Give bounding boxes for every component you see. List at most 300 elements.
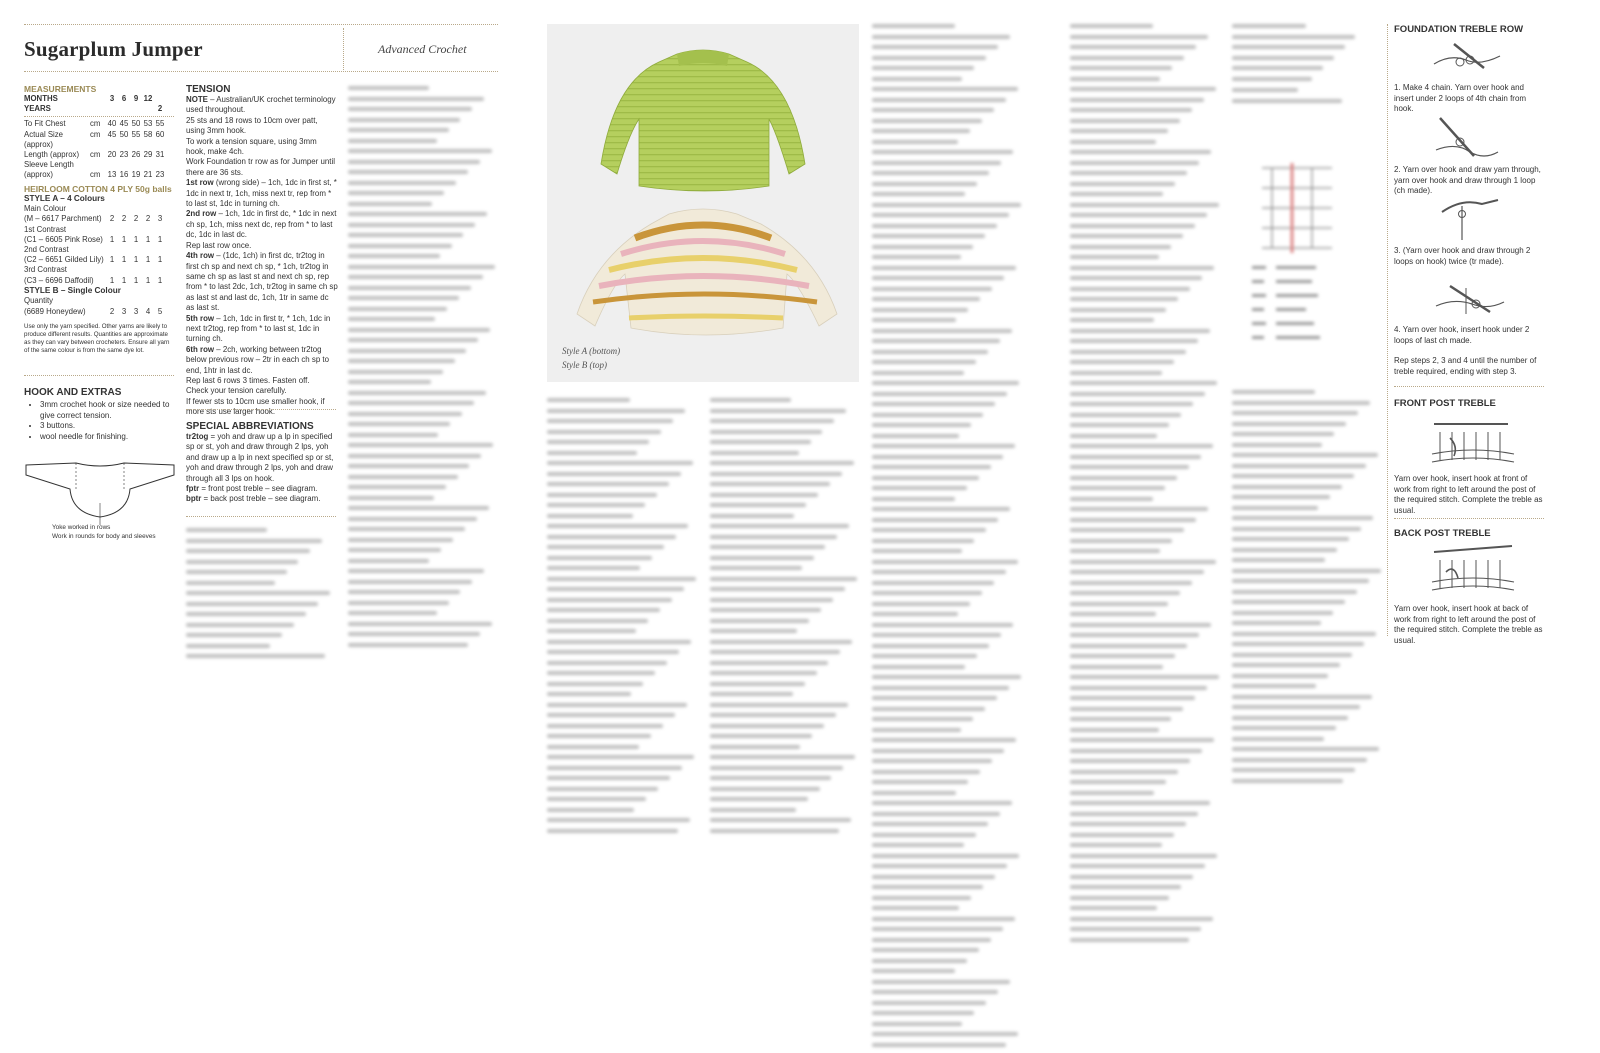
years-row: YEARS 2 xyxy=(24,104,163,114)
table-row xyxy=(24,296,174,306)
text-paragraph: tr2tog = yoh and draw up a lp in specified sp or st, yoh and draw through 2 lps, yoh and draw up a lp in next specified sp or st, yoh and draw through 2 lps, yoh and draw through all 3 lps on hook. xyxy=(186,432,334,483)
blurred-line xyxy=(872,1011,974,1015)
blurred-line xyxy=(348,527,465,531)
blurred-line xyxy=(872,66,974,70)
blurred-line xyxy=(872,843,964,847)
row-value: 1 xyxy=(145,234,151,244)
blurred-line xyxy=(710,535,837,539)
blurred-line xyxy=(1232,422,1346,426)
row-value: 2 xyxy=(133,214,139,224)
row-value xyxy=(106,204,118,214)
blurred-line xyxy=(1070,738,1214,742)
blurred-line xyxy=(1070,287,1190,291)
row-label: (approx) xyxy=(24,170,54,180)
blurred-line xyxy=(1070,591,1180,595)
blurred-line xyxy=(710,461,854,465)
blurred-line xyxy=(1232,24,1306,28)
blurred-line xyxy=(1070,171,1187,175)
blurred-line xyxy=(547,745,639,749)
blurred-line xyxy=(1232,747,1379,751)
blurred-line xyxy=(1232,621,1321,625)
blurred-line xyxy=(872,707,985,711)
blurred-line xyxy=(186,581,275,585)
blurred-line xyxy=(348,254,440,258)
blurred-line xyxy=(1070,203,1219,207)
row-value xyxy=(142,296,154,306)
row-label: (6689 Honeydew) xyxy=(24,306,86,316)
blurred-line xyxy=(1070,570,1204,574)
blurred-line xyxy=(872,822,988,826)
blurred-line xyxy=(1232,716,1348,720)
blurred-line xyxy=(872,864,1007,868)
back-post-text: Yarn over hook, insert hook at back of work from right to left around the post of the required stitch. Complete the treble as usual. xyxy=(1394,604,1543,645)
blurred-line xyxy=(872,87,1018,91)
blurred-line xyxy=(547,608,660,612)
row-value: 1 xyxy=(157,255,163,265)
blurred-line xyxy=(348,296,459,300)
blurred-line xyxy=(872,591,982,595)
blurred-line xyxy=(872,612,958,616)
blurred-line xyxy=(547,535,676,539)
blurred-line xyxy=(872,738,1016,742)
blurred-line xyxy=(547,419,673,423)
blurred-line xyxy=(872,990,998,994)
table-row xyxy=(24,255,174,265)
blurred-text-column xyxy=(186,528,334,665)
blurred-line xyxy=(872,759,992,763)
row-value: 58 xyxy=(143,129,153,139)
blurred-line xyxy=(547,797,646,801)
blurred-line xyxy=(348,349,466,353)
blurred-line xyxy=(348,97,484,101)
measurements-heading: MEASUREMENTS xyxy=(24,84,97,94)
blurred-text-column xyxy=(872,24,1022,1053)
blurred-line xyxy=(872,245,973,249)
measurement-table xyxy=(24,119,174,180)
blurred-line xyxy=(1070,801,1210,805)
sweater-illustration xyxy=(547,24,859,382)
row-value: 13 xyxy=(107,170,117,180)
blurred-line xyxy=(1070,45,1196,49)
blurred-line xyxy=(1070,885,1181,889)
blurred-line xyxy=(710,472,842,476)
blurred-line xyxy=(1070,266,1214,270)
blurred-line xyxy=(1232,537,1349,541)
blurred-line xyxy=(186,612,306,616)
blurred-line xyxy=(1070,455,1201,459)
blurred-line xyxy=(1070,318,1154,322)
blurred-line xyxy=(1070,780,1166,784)
blurred-line xyxy=(872,24,955,28)
row-value: 50 xyxy=(119,129,129,139)
blurred-line xyxy=(710,755,855,759)
blurred-line xyxy=(348,475,458,479)
table-row xyxy=(24,204,174,214)
blurred-line xyxy=(872,549,962,553)
blurred-line xyxy=(872,182,977,186)
blurred-line xyxy=(1070,507,1208,511)
blurred-line xyxy=(1070,423,1169,427)
blurred-line xyxy=(348,128,449,132)
blurred-line xyxy=(1070,822,1186,826)
blurred-line xyxy=(1070,917,1213,921)
blurred-line xyxy=(1232,411,1358,415)
blurred-line xyxy=(1070,381,1217,385)
blurred-line xyxy=(1232,663,1340,667)
blurred-line xyxy=(547,545,664,549)
blurred-line xyxy=(710,514,794,518)
blurred-line xyxy=(1232,779,1343,783)
blurred-line xyxy=(186,549,310,553)
blurred-line xyxy=(872,486,967,490)
row-value: 1 xyxy=(133,255,139,265)
hooks-list xyxy=(24,400,184,442)
blurred-line xyxy=(1070,234,1183,238)
blurred-line xyxy=(710,724,824,728)
blurred-line xyxy=(710,797,808,801)
row-unit xyxy=(90,160,106,170)
hooks-item: • wool needle for finishing. xyxy=(40,432,184,443)
blurred-line xyxy=(186,591,330,595)
row-value xyxy=(106,225,118,235)
row-value: 1 xyxy=(121,275,127,285)
blurred-line xyxy=(1070,686,1207,690)
blurred-line xyxy=(872,56,986,60)
row-value: 55 xyxy=(131,129,141,139)
row-value: 1 xyxy=(121,234,127,244)
row-unit: cm xyxy=(90,119,101,129)
row-value xyxy=(118,204,130,214)
row-value xyxy=(118,265,130,275)
row-value: 1 xyxy=(109,255,115,265)
blurred-line xyxy=(348,412,462,416)
blurred-line xyxy=(1070,927,1201,931)
blurred-line xyxy=(872,560,1018,564)
repeat-note: Rep steps 2, 3 and 4 until the number of treble required, ending with step 3. xyxy=(1394,356,1537,376)
row-label: To Fit Chest xyxy=(24,119,66,129)
blurred-line xyxy=(348,496,434,500)
blurred-line xyxy=(872,938,991,942)
blurred-line xyxy=(710,619,809,623)
blurred-line xyxy=(872,213,1009,217)
blurred-line xyxy=(348,191,444,195)
row-value: 53 xyxy=(143,119,153,129)
blurred-line xyxy=(872,959,967,963)
blurred-line xyxy=(1070,308,1166,312)
blurred-line xyxy=(710,808,796,812)
row-value: 3 xyxy=(121,306,127,316)
difficulty-label: Advanced Crochet xyxy=(378,42,467,56)
row-value xyxy=(142,245,154,255)
row-value: 1 xyxy=(133,234,139,244)
step-1: 1. Make 4 chain. Yarn over hook and insert under 2 loops of 4th chain from hook. xyxy=(1394,83,1527,114)
text-paragraph: NOTE – Australian/UK crochet terminology used throughout. xyxy=(186,95,336,115)
row-value: 45 xyxy=(119,119,129,129)
row-value xyxy=(106,296,118,306)
blurred-line xyxy=(1070,476,1177,480)
blurred-line xyxy=(872,927,1003,931)
blurred-line xyxy=(348,538,453,542)
blurred-line xyxy=(872,633,1001,637)
blurred-line xyxy=(1070,413,1181,417)
blurred-line xyxy=(348,370,443,374)
blurred-line xyxy=(872,255,961,259)
row-value xyxy=(130,265,142,275)
blurred-line xyxy=(1232,506,1318,510)
blurred-line xyxy=(1232,768,1355,772)
blurred-line xyxy=(710,818,851,822)
hooks-item: • 3 buttons. xyxy=(40,421,184,432)
blurred-line xyxy=(872,623,1013,627)
blurred-line xyxy=(1070,35,1208,39)
blurred-line xyxy=(186,644,270,648)
stitch-rule-1 xyxy=(1394,386,1544,387)
abbreviations-heading: SPECIAL ABBREVIATIONS xyxy=(186,421,314,432)
row-value xyxy=(154,245,166,255)
row-value: 55 xyxy=(155,119,165,129)
blurred-line xyxy=(710,598,833,602)
blurred-text-column xyxy=(1232,390,1382,789)
row-value: 1 xyxy=(109,275,115,285)
blurred-line xyxy=(872,507,1010,511)
row-value: 45 xyxy=(107,129,117,139)
blurred-line xyxy=(710,734,812,738)
blurred-line xyxy=(1232,88,1298,92)
row-value: 31 xyxy=(155,150,165,160)
back-post-heading: BACK POST TREBLE xyxy=(1394,528,1491,539)
blurred-line xyxy=(348,548,441,552)
row-value: 19 xyxy=(131,170,141,180)
blurred-line xyxy=(710,671,817,675)
blurred-line xyxy=(348,422,450,426)
blurred-line xyxy=(872,885,983,889)
blurred-line xyxy=(1070,707,1183,711)
table-row xyxy=(24,225,174,235)
blurred-line xyxy=(1232,99,1342,103)
blurred-line xyxy=(547,629,636,633)
blurred-line xyxy=(1070,24,1153,28)
row-value xyxy=(118,245,130,255)
table-row xyxy=(24,307,174,317)
blurred-line xyxy=(872,497,955,501)
row-value xyxy=(106,265,118,275)
blurred-line xyxy=(348,506,489,510)
blurred-line xyxy=(348,118,460,122)
blurred-line xyxy=(1070,213,1207,217)
blurred-line xyxy=(872,539,974,543)
blurred-line xyxy=(1070,245,1171,249)
blurred-line xyxy=(1070,402,1193,406)
yarn-heading: HEIRLOOM COTTON 4 PLY 50g balls xyxy=(24,183,172,194)
blurred-line xyxy=(348,139,437,143)
front-post-text: Yarn over hook, insert hook at front of work from right to left around the post of the required stitch. Complete the treble as usual. xyxy=(1394,474,1543,515)
blurred-line xyxy=(547,409,685,413)
hook-diagram-3 xyxy=(1432,192,1502,244)
text-paragraph: 4th row – (1dc, 1ch) in first dc, tr2tog in first ch sp and next ch sp, * 1ch, tr2tog in same ch sp as last st and next ch sp, rep from * to last 2dc, 1ch, tr2tog in same ch sp as last st and last dc, 1ch, 1tr in same dc as last st. xyxy=(186,251,338,313)
blurred-line xyxy=(547,776,670,780)
blurred-line xyxy=(1070,98,1204,102)
blurred-line xyxy=(1070,434,1157,438)
blurred-line xyxy=(186,623,294,627)
blurred-line xyxy=(547,566,640,570)
blurred-line xyxy=(872,266,1016,270)
blurred-line xyxy=(872,791,956,795)
row-value xyxy=(106,245,118,255)
blurred-line xyxy=(186,560,298,564)
row-value: 1 xyxy=(133,275,139,285)
blurred-line xyxy=(547,818,690,822)
front-post-heading: FRONT POST TREBLE xyxy=(1394,398,1496,409)
text-paragraph: Check your tension carefully. xyxy=(186,386,287,396)
row-value: 3 xyxy=(157,214,163,224)
blurred-line xyxy=(348,307,447,311)
blurred-line xyxy=(1070,119,1180,123)
blurred-line xyxy=(1232,726,1336,730)
row-label: Sleeve Length xyxy=(24,160,74,170)
blurred-line xyxy=(547,682,643,686)
blurred-line xyxy=(348,485,446,489)
yarn-note: Use only the yarn specified. Other yarns are likely to produce different results. Quantities are approximate as they can vary between crocheters. Ensure all yarn of the same colour is from the same dye lot. xyxy=(24,322,170,355)
blurred-line xyxy=(872,434,959,438)
blurred-line xyxy=(1070,87,1216,91)
blurred-line xyxy=(186,539,322,543)
table-row xyxy=(24,214,174,224)
table-row xyxy=(24,265,174,275)
blurred-line xyxy=(1232,432,1334,436)
blurred-line xyxy=(547,524,688,528)
blurred-line xyxy=(872,276,1004,280)
tension-heading: TENSION xyxy=(186,84,231,95)
blurred-line xyxy=(710,556,814,560)
blurred-line xyxy=(1070,549,1160,553)
blurred-line xyxy=(348,590,460,594)
blurred-line xyxy=(872,696,997,700)
blurred-line xyxy=(547,493,657,497)
blurred-line xyxy=(872,1032,1018,1036)
text-paragraph: 6th row – 2ch, working between tr2tog below previous row – 2tr in each ch sp to end, 1htr in last dc. xyxy=(186,344,329,375)
photo-caption-1: Style A (bottom) xyxy=(562,346,621,356)
blurred-line xyxy=(1070,350,1186,354)
row-value: 20 xyxy=(107,150,117,160)
blurred-line xyxy=(1070,612,1156,616)
blurred-line xyxy=(872,371,964,375)
row-value xyxy=(142,160,154,170)
text-paragraph: If fewer sts to 10cm use smaller hook, if more sts use larger hook. xyxy=(186,396,325,417)
blurred-line xyxy=(872,287,992,291)
row-value: 1 xyxy=(109,234,115,244)
blurred-line xyxy=(872,129,970,133)
blurred-line xyxy=(547,503,645,507)
blurred-line xyxy=(348,643,468,647)
blurred-line xyxy=(872,381,1019,385)
blurred-line xyxy=(872,339,1000,343)
row-value xyxy=(130,160,142,170)
blurred-line xyxy=(186,528,267,532)
blurred-line xyxy=(348,317,435,321)
blurred-line xyxy=(1232,684,1316,688)
blurred-line xyxy=(547,577,696,581)
blurred-line xyxy=(1070,938,1189,942)
blurred-line xyxy=(547,482,669,486)
blurred-line xyxy=(872,654,977,658)
row-value: 16 xyxy=(119,170,129,180)
blurred-line xyxy=(872,171,989,175)
blurred-line xyxy=(1070,161,1199,165)
row-value xyxy=(154,160,166,170)
row-label: 1st Contrast xyxy=(24,224,67,234)
blurred-line xyxy=(872,45,998,49)
row-value xyxy=(142,204,154,214)
row-value: 1 xyxy=(157,234,163,244)
table-row xyxy=(24,150,174,160)
blurred-line xyxy=(547,734,651,738)
blurred-line xyxy=(1232,548,1337,552)
style-a-heading: STYLE A – 4 Colours xyxy=(24,193,105,203)
yarn-table-b xyxy=(24,296,174,316)
row-value: 1 xyxy=(145,275,151,285)
row-label: Quantity xyxy=(24,296,54,306)
blurred-line xyxy=(1232,56,1334,60)
blurred-line xyxy=(872,833,976,837)
row-value: 5 xyxy=(157,306,163,316)
blurred-line xyxy=(1070,770,1178,774)
blurred-line xyxy=(547,472,681,476)
table-row xyxy=(24,235,174,245)
blurred-line xyxy=(348,328,490,332)
blurred-line xyxy=(186,654,325,658)
blurred-line xyxy=(872,108,994,112)
blurred-line xyxy=(1070,129,1168,133)
blurred-line xyxy=(710,430,822,434)
hooks-item: • 3mm crochet hook or size needed to give correct tension. xyxy=(40,400,184,421)
row-label: 3rd Contrast xyxy=(24,265,67,275)
row-value xyxy=(130,245,142,255)
tension-section xyxy=(186,84,338,418)
blurred-text-column xyxy=(710,398,858,839)
blurred-line xyxy=(1232,453,1378,457)
blurred-line xyxy=(1070,539,1172,543)
blurred-line xyxy=(1232,569,1381,573)
blurred-line xyxy=(710,640,852,644)
blurred-line xyxy=(1070,864,1205,868)
blurred-line xyxy=(872,770,980,774)
style-b-heading: STYLE B – Single Colour xyxy=(24,285,121,295)
blurred-line xyxy=(348,443,493,447)
blurred-text-column xyxy=(547,398,697,839)
blurred-line xyxy=(1070,224,1195,228)
row-value xyxy=(118,225,130,235)
blurred-line xyxy=(1070,654,1175,658)
blurred-line xyxy=(710,703,848,707)
row-value: 2 xyxy=(145,214,151,224)
blurred-line xyxy=(872,570,1006,574)
column-divider xyxy=(1387,24,1388,636)
blurred-line xyxy=(1070,497,1153,501)
blurred-line xyxy=(872,150,1013,154)
blurred-line xyxy=(1070,728,1159,732)
blurred-line xyxy=(348,401,474,405)
blurred-line xyxy=(1070,518,1196,522)
row-value: 3 xyxy=(133,306,139,316)
blurred-line xyxy=(872,402,995,406)
blurred-line xyxy=(872,203,1021,207)
blurred-line xyxy=(547,766,682,770)
blurred-line xyxy=(348,202,432,206)
blurred-text-column xyxy=(1232,24,1366,87)
blurred-line xyxy=(710,440,811,444)
blurred-line xyxy=(872,665,965,669)
blurred-line xyxy=(1232,45,1345,49)
